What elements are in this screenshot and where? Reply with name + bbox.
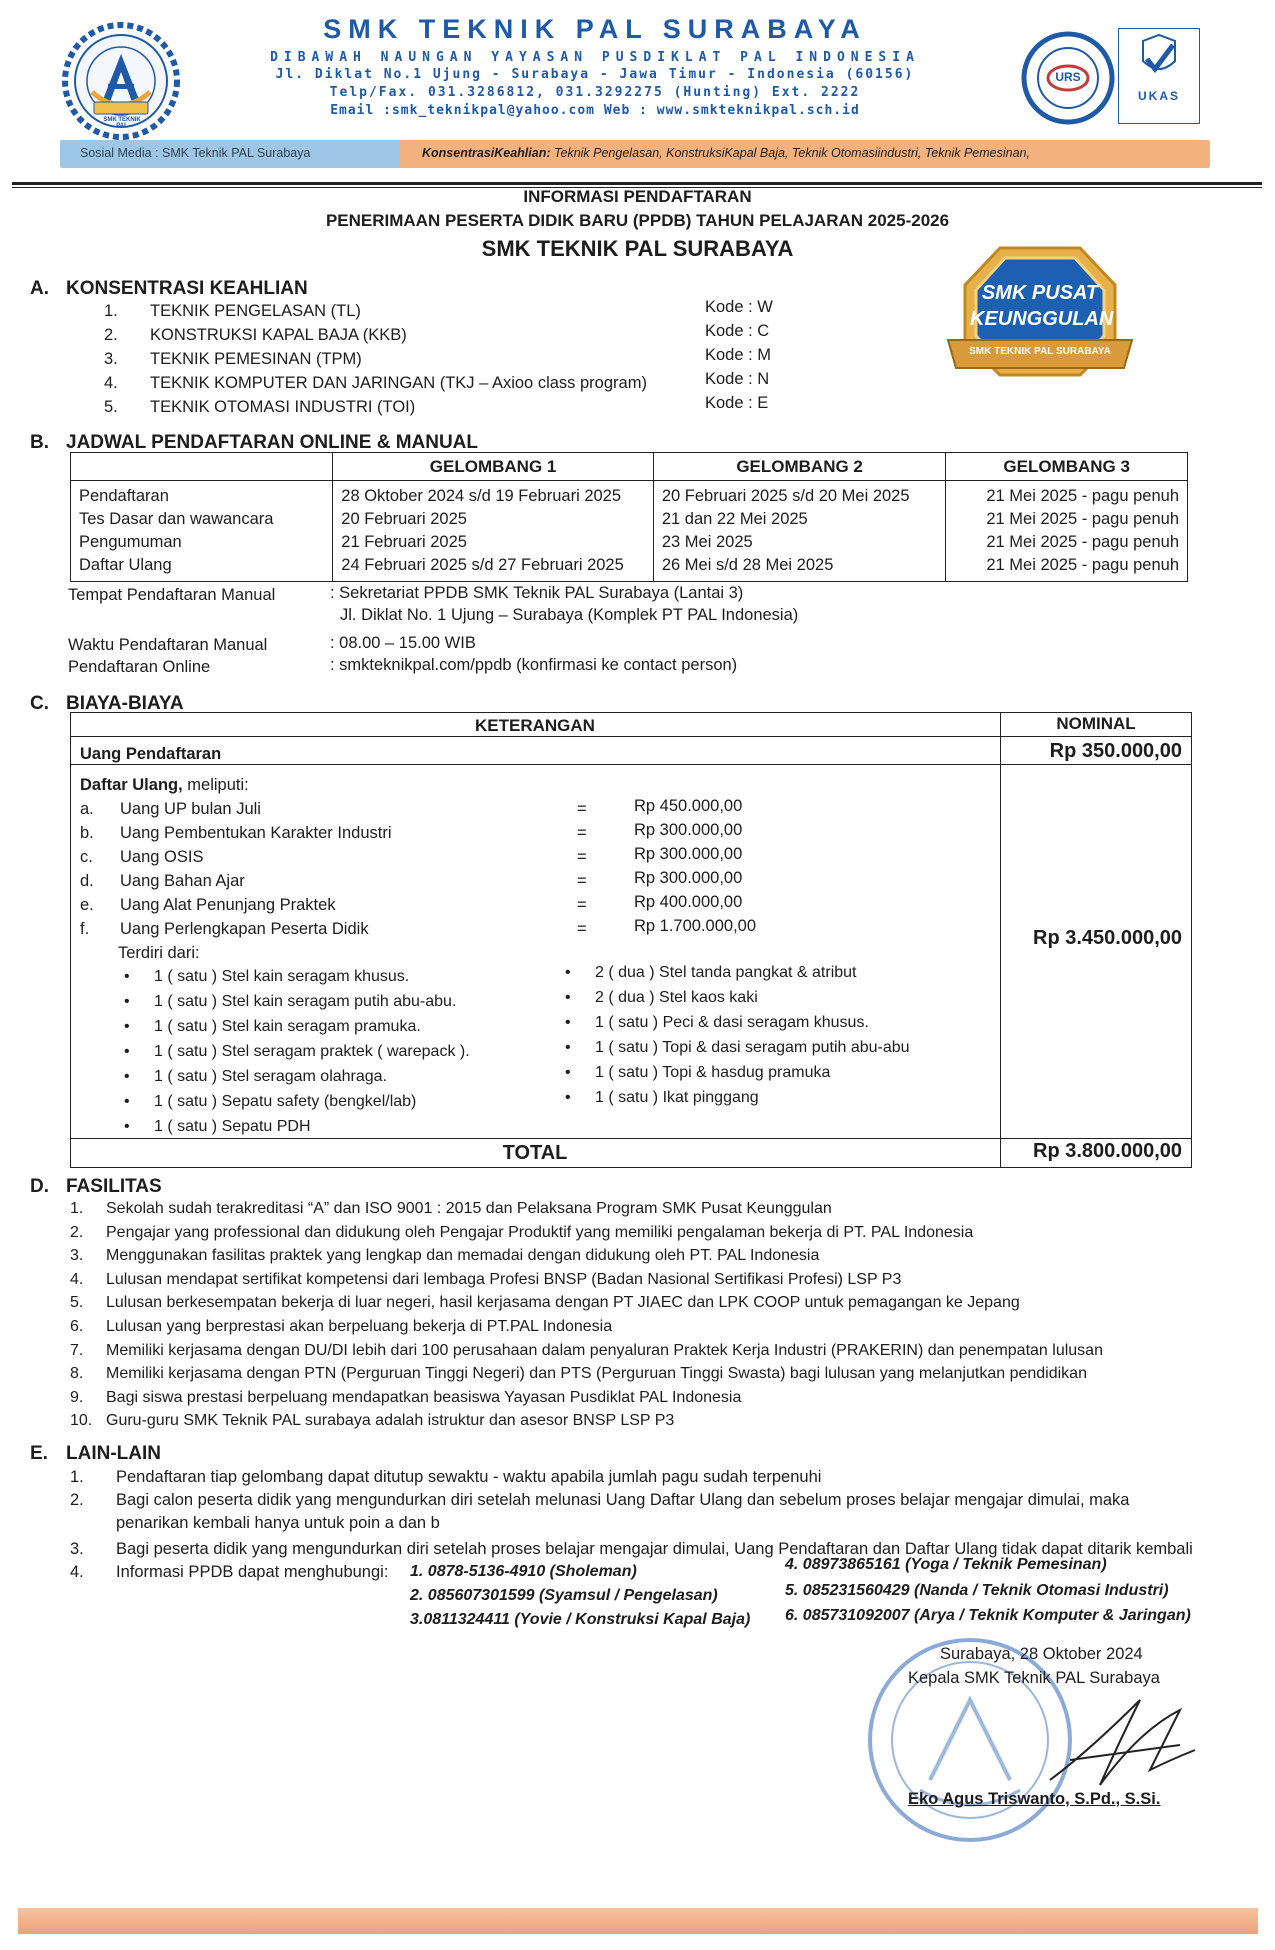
schedule-table xyxy=(70,452,1188,582)
schedule-cell: 24 Februari 2025 s/d 27 Februari 2025 xyxy=(341,556,624,574)
manual-place-value: : Sekretariat PPDB SMK Teknik PAL Surabaya (Lantai 3) xyxy=(330,584,744,602)
section-c-title: BIAYA-BIAYA xyxy=(66,693,184,714)
facility-item: 7. Memiliki kerjasama dengan DU/DI lebih dari 100 perusahaan dalam penyaluran Praktek Kerja Industri (PRAKERIN) dan penempatan lulusan xyxy=(70,1341,1103,1359)
iso-cert-logo xyxy=(1020,30,1116,126)
consist-of-label: Terdiri dari: xyxy=(118,944,200,962)
col-gelombang-2: GELOMBANG 2 xyxy=(653,453,945,481)
section-b-heading: B. JADWAL PENDAFTARAN ONLINE & MANUAL xyxy=(30,432,479,453)
concentration-code: Kode : C xyxy=(705,322,770,340)
signature-place-date: Surabaya, 28 Oktober 2024 xyxy=(940,1645,1143,1663)
schedule-cell: 20 Februari 2025 xyxy=(341,510,467,528)
iso-cert-text: URS xyxy=(1055,70,1081,84)
section-d-heading: D. FASILITAS xyxy=(30,1176,162,1197)
center-of-excellence-badge xyxy=(940,240,1140,400)
col-nominal: NOMINAL xyxy=(1056,714,1136,733)
fee-equals: = xyxy=(577,872,587,890)
facility-item: 2. Pengajar yang professional dan didukung oleh Pengajar Produktif yang memiliki pengalaman bekerja di PT. PAL Indonesia xyxy=(70,1223,974,1241)
info-band xyxy=(60,140,1210,168)
fee-item: d. Uang Bahan Ajar xyxy=(80,872,245,890)
uniform-item: • 2 ( dua ) Stel kaos kaki xyxy=(565,989,758,1006)
facility-item: 10. Guru-guru SMK Teknik PAL surabaya adalah istruktur dan asesor BNSP LSP P3 xyxy=(70,1412,675,1430)
uniform-item: • 1 ( satu ) Topi & hasdug pramuka xyxy=(565,1064,831,1081)
contact-1: 1. 0878-5136-4910 (Sholeman) xyxy=(410,1563,637,1580)
section-c-heading: C. BIAYA-BIAYA xyxy=(30,693,184,714)
schedule-cell: 21 Mei 2025 - pagu penuh xyxy=(986,533,1179,551)
fee-equals: = xyxy=(577,800,587,818)
concentration-item: 1. TEKNIK PENGELASAN (TL) xyxy=(104,302,361,320)
uniform-item: • 1 ( satu ) Ikat pinggang xyxy=(565,1089,759,1106)
facility-item: 4. Lulusan mendapat sertifikat kompetensi dari lembaga Profesi BNSP (Badan Nasional Sertifikasi Profesi) LSP P3 xyxy=(70,1270,902,1288)
concentration-code: Kode : W xyxy=(705,298,773,316)
schedule-cell: 21 Mei 2025 - pagu penuh xyxy=(986,487,1179,505)
address-line: Jl. Diklat No.1 Ujung - Surabaya - Jawa Timur - Indonesia (60156) xyxy=(275,67,915,82)
foundation-line: DIBAWAH NAUNGAN YAYASAN PUSDIKLAT PAL INDONESIA xyxy=(270,50,920,65)
fee-item: e. Uang Alat Penunjang Praktek xyxy=(80,896,336,914)
section-b-title: JADWAL PENDAFTARAN ONLINE & MANUAL xyxy=(66,432,479,453)
divider xyxy=(12,182,1262,185)
fee-equals: = xyxy=(577,896,587,914)
fee-equals: = xyxy=(577,920,587,938)
schedule-row-label: Daftar Ulang xyxy=(79,556,172,574)
school-logo xyxy=(62,22,180,140)
contact-6: 6. 085731092007 (Arya / Teknik Komputer & Jaringan) xyxy=(785,1607,1191,1624)
concentration-item: 3. TEKNIK PEMESINAN (TPM) xyxy=(104,350,362,368)
schedule-cell: 21 dan 22 Mei 2025 xyxy=(661,510,808,528)
schedule-cell: 21 Februari 2025 xyxy=(341,533,467,551)
ukas-text: UKAS xyxy=(1137,89,1180,103)
school-name: SMK TEKNIK PAL SURABAYA xyxy=(323,14,867,44)
badge-ribbon-text: SMK TEKNIK PAL SURABAYA xyxy=(969,346,1111,357)
other-item-2: 2. Bagi calon peserta didik yang mengundurkan diri setelah melunasi Uang Daftar Ulang dan sebelum proses belajar mengajar dimulai, maka xyxy=(70,1491,1130,1509)
concentration-item: 4. TEKNIK KOMPUTER DAN JARINGAN (TKJ – Axioo class program) xyxy=(104,374,647,392)
schedule-cell: 28 Oktober 2024 s/d 19 Februari 2025 xyxy=(341,487,622,505)
uniform-item: • 1 ( satu ) Stel kain seragam putih abu-abu. xyxy=(124,993,457,1010)
col-gelombang-3: GELOMBANG 3 xyxy=(946,453,1188,481)
fee-amount: Rp 300.000,00 xyxy=(634,845,743,863)
uniform-item: • 1 ( satu ) Stel seragam olahraga. xyxy=(124,1068,388,1085)
manual-time-value: : 08.00 – 15.00 WIB xyxy=(330,634,476,652)
col-keterangan: KETERANGAN xyxy=(475,716,595,735)
uniform-item: • 1 ( satu ) Sepatu safety (bengkel/lab) xyxy=(124,1093,417,1110)
section-d-title: FASILITAS xyxy=(66,1176,162,1197)
phone-line: Telp/Fax. 031.3286812, 031.3292275 (Hunting) Ext. 2222 xyxy=(329,85,861,100)
fee-equals: = xyxy=(577,848,587,866)
schedule-cell: 26 Mei s/d 28 Mei 2025 xyxy=(661,556,834,574)
schedule-row-label: Pengumuman xyxy=(79,533,182,551)
schedule-row-label: Tes Dasar dan wawancara xyxy=(79,510,274,528)
section-e-title: LAIN-LAIN xyxy=(66,1443,161,1464)
fee-item: b. Uang Pembentukan Karakter Industri xyxy=(80,824,392,842)
signature-position: Kepala SMK Teknik PAL Surabaya xyxy=(908,1669,1160,1687)
manual-place-address: Jl. Diklat No. 1 Ujung – Surabaya (Komplek PT PAL Indonesia) xyxy=(340,606,799,624)
concentration-item: 2. KONSTRUKSI KAPAL BAJA (KKB) xyxy=(104,326,407,344)
schedule-cell: 21 Mei 2025 - pagu penuh xyxy=(986,556,1179,574)
section-e-heading: E. LAIN-LAIN xyxy=(30,1443,161,1464)
other-item-3: 3. Bagi peserta didik yang mengundurkan diri setelah proses belajar mengajar dimulai, Uang Pendaftaran dan Daftar Ulang tidak dapat ditarik kembali xyxy=(70,1540,1193,1558)
schedule-row-label: Pendaftaran xyxy=(79,487,169,505)
total-value: Rp 3.800.000,00 xyxy=(1033,1140,1182,1162)
registration-fee-label: Uang Pendaftaran xyxy=(80,745,222,763)
doc-school: SMK TEKNIK PAL SURABAYA xyxy=(481,236,794,261)
fee-amount: Rp 450.000,00 xyxy=(634,797,743,815)
reregistration-heading xyxy=(80,776,249,795)
section-a-heading: A. KONSENTRASI KEAHLIAN xyxy=(30,278,308,299)
fee-equals: = xyxy=(577,824,587,842)
concentration-text xyxy=(422,146,1030,160)
other-item-1: 1. Pendaftaran tiap gelombang dapat ditutup sewaktu - waktu apabila jumlah pagu sudah terpenuhi xyxy=(70,1468,822,1486)
fee-item: c. Uang OSIS xyxy=(80,848,204,866)
reregistration-suffix: meliputi: xyxy=(182,776,249,794)
schedule-cell: 20 Februari 2025 s/d 20 Mei 2025 xyxy=(661,487,910,505)
concentration-label: KonsentrasiKeahlian: xyxy=(422,146,551,160)
fee-amount: Rp 400.000,00 xyxy=(634,893,743,911)
facility-item: 3. Menggunakan fasilitas praktek yang lengkap dan memadai dengan didukung oleh PT. PAL Indonesia xyxy=(70,1247,820,1265)
schedule-header-row xyxy=(71,453,1188,481)
contact-3: 3.0811324411 (Yovie / Konstruksi Kapal Baja) xyxy=(410,1611,751,1628)
fee-amount: Rp 300.000,00 xyxy=(634,821,743,839)
fee-item: a. Uang UP bulan Juli xyxy=(80,800,261,818)
badge-line1: SMK PUSAT xyxy=(981,282,1099,304)
contact-2: 2. 085607301599 (Syamsul / Pengelasan) xyxy=(410,1587,718,1604)
online-value: : smkteknikpal.com/ppdb (konfirmasi ke contact person) xyxy=(330,656,738,674)
ukas-logo xyxy=(1118,28,1200,124)
concentration-item: 5. TEKNIK OTOMASI INDUSTRI (TOI) xyxy=(104,398,416,416)
email-web-line: Email :smk_teknikpal@yahoo.com Web : www.smkteknikpal.sch.id xyxy=(330,103,860,118)
concentration-code: Kode : E xyxy=(705,394,769,412)
school-logo-text: SMK TEKNIK PAL xyxy=(103,117,141,129)
schedule-cell: 21 Mei 2025 - pagu penuh xyxy=(986,510,1179,528)
facility-item: 5. Lulusan berkesempatan bekerja di luar negeri, hasil kerjasama dengan PT JIAEC dan LPK COOP untuk pemagangan ke Jepang xyxy=(70,1294,1020,1312)
fee-item: f. Uang Perlengkapan Peserta Didik xyxy=(80,920,369,938)
schedule-cell: 23 Mei 2025 xyxy=(661,533,753,551)
col-gelombang-1: GELOMBANG 1 xyxy=(333,453,654,481)
total-label: TOTAL xyxy=(502,1142,568,1164)
signature-name: Eko Agus Triswanto, S.Pd., S.Si. xyxy=(908,1790,1161,1808)
signature-scribble xyxy=(1030,1690,1200,1800)
facility-item: 9. Bagi siswa prestasi berpeluang mendapatkan beasiswa Yayasan Pusdiklat PAL Indonesia xyxy=(70,1388,742,1406)
other-item-4: 4. Informasi PPDB dapat menghubungi: xyxy=(70,1563,389,1581)
uniform-item: • 1 ( satu ) Stel kain seragam khusus. xyxy=(124,968,410,985)
concentration-list: Teknik Pengelasan, KonstruksiKapal Baja, Teknik Otomasiindustri, Teknik Pemesinan, xyxy=(554,146,1030,160)
online-label: Pendaftaran Online xyxy=(68,658,211,676)
concentration-code: Kode : M xyxy=(705,346,772,364)
footer-band xyxy=(18,1908,1258,1934)
section-a-title: KONSENTRASI KEAHLIAN xyxy=(66,278,308,299)
doc-subtitle: PENERIMAAN PESERTA DIDIK BARU (PPDB) TAHUN PELAJARAN 2025-2026 xyxy=(325,211,950,230)
concentration-code: Kode : N xyxy=(705,370,770,388)
uniform-item: • 1 ( satu ) Topi & dasi seragam putih abu-abu xyxy=(565,1039,910,1056)
fee-amount: Rp 1.700.000,00 xyxy=(634,917,757,935)
other-item-2-cont: penarikan kembali hanya untuk poin a dan b xyxy=(116,1514,440,1532)
uniform-item: • 1 ( satu ) Stel seragam praktek ( warepack ). xyxy=(124,1043,470,1060)
badge-line2: KEUNGGULAN xyxy=(970,308,1114,330)
uniform-item: • 1 ( satu ) Stel kain seragam pramuka. xyxy=(124,1018,421,1035)
uniform-item: • 2 ( dua ) Stel tanda pangkat & atribut xyxy=(565,964,857,981)
contact-5: 5. 085231560429 (Nanda / Teknik Otomasi Industri) xyxy=(785,1582,1169,1599)
reregistration-label: Daftar Ulang, xyxy=(80,776,183,794)
facility-item: 1. Sekolah sudah terakreditasi “A” dan ISO 9001 : 2015 dan Pelaksana Program SMK Pusat Keunggulan xyxy=(70,1200,832,1217)
registration-fee-value: Rp 350.000,00 xyxy=(1049,740,1182,762)
reregistration-fee-value: Rp 3.450.000,00 xyxy=(1033,927,1182,949)
uniform-item: • 1 ( satu ) Sepatu PDH xyxy=(124,1118,311,1135)
contact-4: 4. 08973865161 (Yoga / Teknik Pemesinan) xyxy=(785,1556,1107,1573)
doc-title: INFORMASI PENDAFTARAN xyxy=(523,187,752,206)
social-media-text: Sosial Media : SMK Teknik PAL Surabaya xyxy=(80,146,311,160)
facility-item: 8. Memiliki kerjasama dengan PTN (Perguruan Tinggi Negeri) dan PTS (Perguruan Tinggi Swasta) bagi lulusan yang melanjutkan pendidikan xyxy=(70,1365,1087,1383)
uniform-item: • 1 ( satu ) Peci & dasi seragam khusus. xyxy=(565,1014,869,1031)
facility-item: 6. Lulusan yang berprestasi akan berpeluang bekerja di PT.PAL Indonesia xyxy=(70,1318,613,1335)
manual-place-label: Tempat Pendaftaran Manual xyxy=(68,586,276,604)
fee-amount: Rp 300.000,00 xyxy=(634,869,743,887)
manual-time-label: Waktu Pendaftaran Manual xyxy=(68,636,268,654)
